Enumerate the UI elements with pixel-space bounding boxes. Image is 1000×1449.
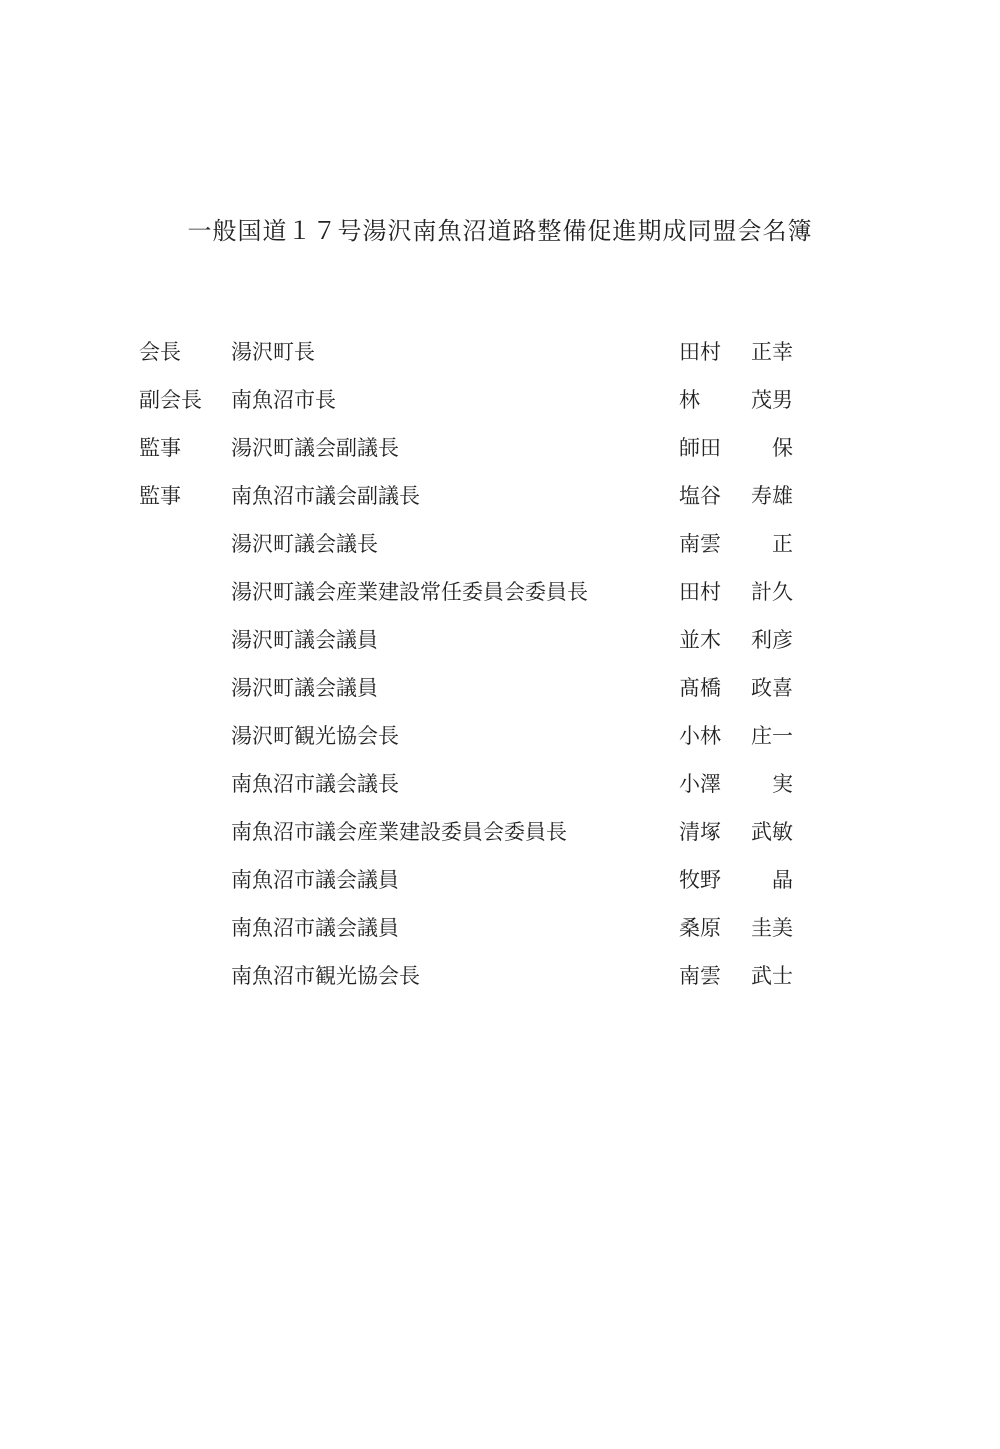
member-given-name: 武敏 (751, 820, 793, 844)
member-surname: 師田 (679, 436, 721, 460)
member-row (0, 332, 1000, 380)
member-affiliation: 南魚沼市長 (231, 388, 336, 412)
member-surname: 田村 (679, 340, 721, 364)
member-row (0, 476, 1000, 524)
member-affiliation: 湯沢町観光協会長 (231, 724, 399, 748)
member-given-name: 保 (772, 436, 793, 460)
member-given-name: 利彦 (751, 628, 793, 652)
member-affiliation: 湯沢町議会産業建設常任委員会委員長 (231, 580, 588, 604)
member-row (0, 716, 1000, 764)
member-affiliation: 湯沢町長 (231, 340, 315, 364)
member-given-name: 武士 (751, 964, 793, 988)
member-role: 会長 (139, 340, 181, 364)
member-surname: 南雲 (679, 964, 721, 988)
member-given-name: 茂男 (751, 388, 793, 412)
member-row (0, 860, 1000, 908)
member-role: 副会長 (139, 388, 202, 412)
member-given-name: 計久 (751, 580, 793, 604)
member-affiliation: 南魚沼市議会産業建設委員会委員長 (231, 820, 567, 844)
member-row (0, 812, 1000, 860)
member-surname: 林 (679, 388, 700, 412)
member-given-name: 圭美 (751, 916, 793, 940)
member-given-name: 実 (772, 772, 793, 796)
member-row (0, 908, 1000, 956)
member-given-name: 政喜 (751, 676, 793, 700)
member-given-name: 庄一 (751, 724, 793, 748)
member-row (0, 668, 1000, 716)
member-surname: 田村 (679, 580, 721, 604)
member-row (0, 956, 1000, 1004)
member-given-name: 寿雄 (751, 484, 793, 508)
document-title: 一般国道１７号湯沢南魚沼道路整備促進期成同盟会名簿 (187, 217, 813, 245)
member-surname: 小澤 (679, 772, 721, 796)
member-surname: 並木 (679, 628, 721, 652)
member-row (0, 380, 1000, 428)
member-surname: 小林 (679, 724, 721, 748)
member-row (0, 524, 1000, 572)
member-surname: 塩谷 (679, 484, 721, 508)
member-affiliation: 南魚沼市議会議員 (231, 916, 399, 940)
member-row (0, 572, 1000, 620)
member-given-name: 正幸 (751, 340, 793, 364)
member-surname: 牧野 (679, 868, 721, 892)
member-affiliation: 湯沢町議会副議長 (231, 436, 399, 460)
member-affiliation: 湯沢町議会議員 (231, 628, 378, 652)
member-affiliation: 南魚沼市議会議員 (231, 868, 399, 892)
member-affiliation: 湯沢町議会議長 (231, 532, 378, 556)
member-surname: 桑原 (679, 916, 721, 940)
member-given-name: 晶 (772, 868, 793, 892)
member-surname: 髙橋 (679, 676, 721, 700)
member-affiliation: 南魚沼市議会議長 (231, 772, 399, 796)
member-role: 監事 (139, 484, 181, 508)
member-affiliation: 南魚沼市観光協会長 (231, 964, 420, 988)
member-row (0, 620, 1000, 668)
member-affiliation: 湯沢町議会議員 (231, 676, 378, 700)
member-role: 監事 (139, 436, 181, 460)
member-roster (0, 332, 1000, 1004)
member-surname: 清塚 (679, 820, 721, 844)
member-affiliation: 南魚沼市議会副議長 (231, 484, 420, 508)
member-row (0, 764, 1000, 812)
member-row (0, 428, 1000, 476)
member-surname: 南雲 (679, 532, 721, 556)
member-given-name: 正 (772, 532, 793, 556)
